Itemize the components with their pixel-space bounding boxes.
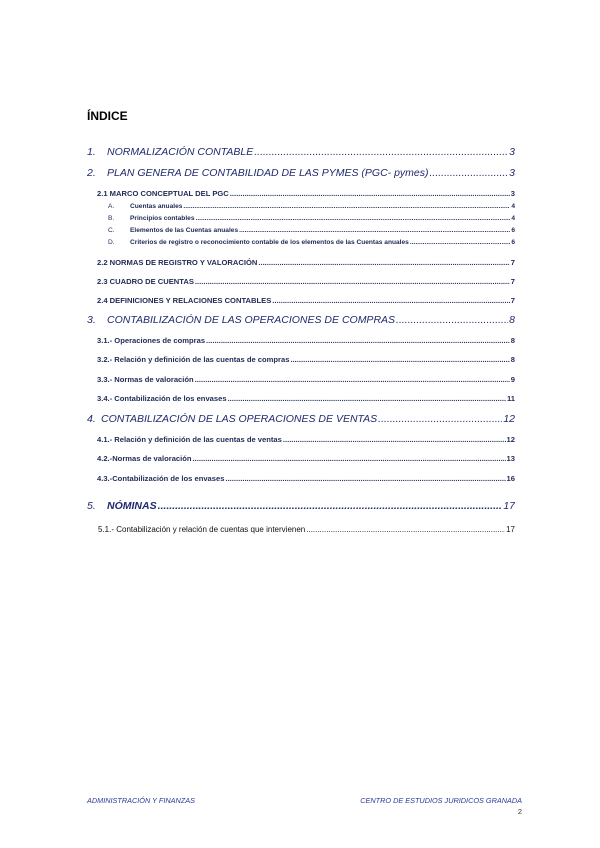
toc-entry-4-2[interactable]: [97, 454, 515, 463]
toc-entry-5[interactable]: [87, 500, 515, 512]
toc-title: 3.2.- Relación y definición de las cuentas de compras: [97, 355, 290, 364]
toc-leader-dots: [193, 454, 506, 463]
toc-leader-dots: [378, 413, 502, 425]
toc-entry-2[interactable]: [87, 167, 515, 179]
toc-leader-dots: [206, 336, 510, 345]
toc-leader-dots: [290, 355, 509, 364]
toc-leader-dots: [258, 258, 509, 267]
toc-title: 3.1.- Operaciones de compras: [97, 336, 206, 345]
toc-page: 6: [511, 239, 515, 246]
toc-entry-2-1[interactable]: [97, 189, 515, 198]
toc-entry-2-1-a[interactable]: [108, 203, 515, 210]
toc-page: 17: [506, 525, 515, 534]
toc-page: 8: [510, 355, 515, 364]
toc-title: Cuentas anuales: [130, 203, 183, 210]
toc-entry-2-1-d[interactable]: [108, 239, 515, 246]
toc-title: CONTABILIZACIÓN DE LAS OPERACIONES DE COMPRAS: [107, 314, 396, 326]
toc-leader-dots: [410, 239, 510, 246]
toc-entry-3-3[interactable]: [97, 375, 515, 384]
toc-entry-4[interactable]: [87, 413, 515, 425]
toc-entry-2-3[interactable]: [97, 277, 515, 286]
toc-page: 6: [511, 227, 515, 234]
toc-number: D.: [108, 239, 115, 246]
toc-title: 3.3.- Normas de valoración: [97, 375, 194, 384]
toc-title: Criterios de registro o reconocimiento contable de los elementos de las Cuentas anuales: [130, 239, 409, 246]
toc-page: 12: [506, 435, 515, 444]
toc-page: 13: [506, 454, 515, 463]
toc-number: 5.: [87, 500, 96, 512]
toc-leader-dots: [396, 314, 508, 326]
toc-page: 8: [509, 314, 515, 326]
toc-page: 16: [506, 474, 515, 483]
toc-entry-2-2[interactable]: [97, 258, 515, 267]
toc-entry-5-1[interactable]: [98, 525, 515, 534]
toc-title: 2.1 MARCO CONCEPTUAL DEL PGC: [97, 189, 229, 198]
toc-number: 2.: [87, 167, 96, 179]
toc-entry-1[interactable]: [87, 146, 515, 158]
toc-leader-dots: [230, 189, 510, 198]
toc-leader-dots: [239, 227, 510, 234]
toc-page: 4: [511, 215, 515, 222]
toc-leader-dots: [272, 296, 510, 305]
toc-title: Principios contables: [130, 215, 195, 222]
toc-title: 4.3.-Contabilización de los envases: [97, 474, 225, 483]
toc-leader-dots: [158, 500, 503, 512]
toc-title: 5.1.- Contabilización y relación de cuentas que intervienen: [98, 525, 306, 534]
toc-page: 7: [510, 258, 515, 267]
toc-entry-2-4[interactable]: [97, 296, 515, 305]
toc-title: 4.1.- Relación y definición de las cuentas de ventas: [97, 435, 282, 444]
toc-leader-dots: [306, 525, 505, 534]
toc-entry-3-1[interactable]: [97, 336, 515, 345]
toc-entry-2-1-c[interactable]: [108, 227, 515, 234]
toc-leader-dots: [183, 203, 510, 210]
toc-leader-dots: [283, 435, 506, 444]
toc-page: 7: [510, 277, 515, 286]
toc-page: 3: [510, 189, 515, 198]
toc-page: 11: [506, 394, 515, 403]
toc-title: 2.4 DEFINICIONES Y RELACIONES CONTABLES: [97, 296, 272, 305]
toc-page: 4: [511, 203, 515, 210]
toc-title: Elementos de las Cuentas anuales: [130, 227, 239, 234]
toc-page: 12: [503, 413, 515, 425]
toc-title: NORMALIZACIÓN CONTABLE: [107, 146, 254, 158]
toc-page: 7: [510, 296, 515, 305]
footer-left-text: ADMINISTRACIÓN Y FINANZAS: [87, 796, 195, 805]
toc-entry-4-1[interactable]: [97, 435, 515, 444]
toc-number: 4.: [87, 413, 96, 425]
toc-leader-dots: [195, 375, 510, 384]
toc-number: B.: [108, 215, 115, 222]
toc-page: 17: [503, 500, 515, 512]
toc-entry-3-2[interactable]: [97, 355, 515, 364]
toc-entry-4-3[interactable]: [97, 474, 515, 483]
footer-right-text: CENTRO DE ESTUDIOS JURIDICOS GRANADA: [360, 796, 522, 805]
toc-leader-dots: [254, 146, 508, 158]
toc-page: 3: [509, 167, 515, 179]
index-heading: ÍNDICE: [87, 109, 128, 123]
toc-title: 2.2 NORMAS DE REGISTRO Y VALORACIÓN: [97, 258, 258, 267]
toc-entry-3[interactable]: [87, 314, 515, 326]
toc-leader-dots: [196, 215, 511, 222]
toc-page: 3: [509, 146, 515, 158]
toc-page: 9: [510, 375, 515, 384]
toc-entry-3-4[interactable]: [97, 394, 515, 403]
toc-leader-dots: [228, 394, 506, 403]
toc-title: NÓMINAS: [107, 500, 157, 512]
toc-number: 1.: [87, 146, 96, 158]
toc-leader-dots: [225, 474, 505, 483]
toc-title: PLAN GENERA DE CONTABILIDAD DE LAS PYMES (PGC- pymes): [107, 167, 429, 179]
toc-leader-dots: [195, 277, 510, 286]
toc-leader-dots: [430, 167, 509, 179]
toc-number: A.: [108, 203, 115, 210]
page-number: 2: [517, 807, 522, 816]
toc-title: 4.2.-Normas de valoración: [97, 454, 192, 463]
toc-entry-2-1-b[interactable]: [108, 215, 515, 222]
toc-title: 3.4.- Contabilización de los envases: [97, 394, 227, 403]
toc-page: 8: [510, 336, 515, 345]
toc-title: CONTABILIZACIÓN DE LAS OPERACIONES DE VENTAS: [101, 413, 378, 425]
toc-number: 3.: [87, 314, 96, 326]
toc-title: 2.3 CUADRO DE CUENTAS: [97, 277, 194, 286]
toc-number: C.: [108, 227, 115, 234]
